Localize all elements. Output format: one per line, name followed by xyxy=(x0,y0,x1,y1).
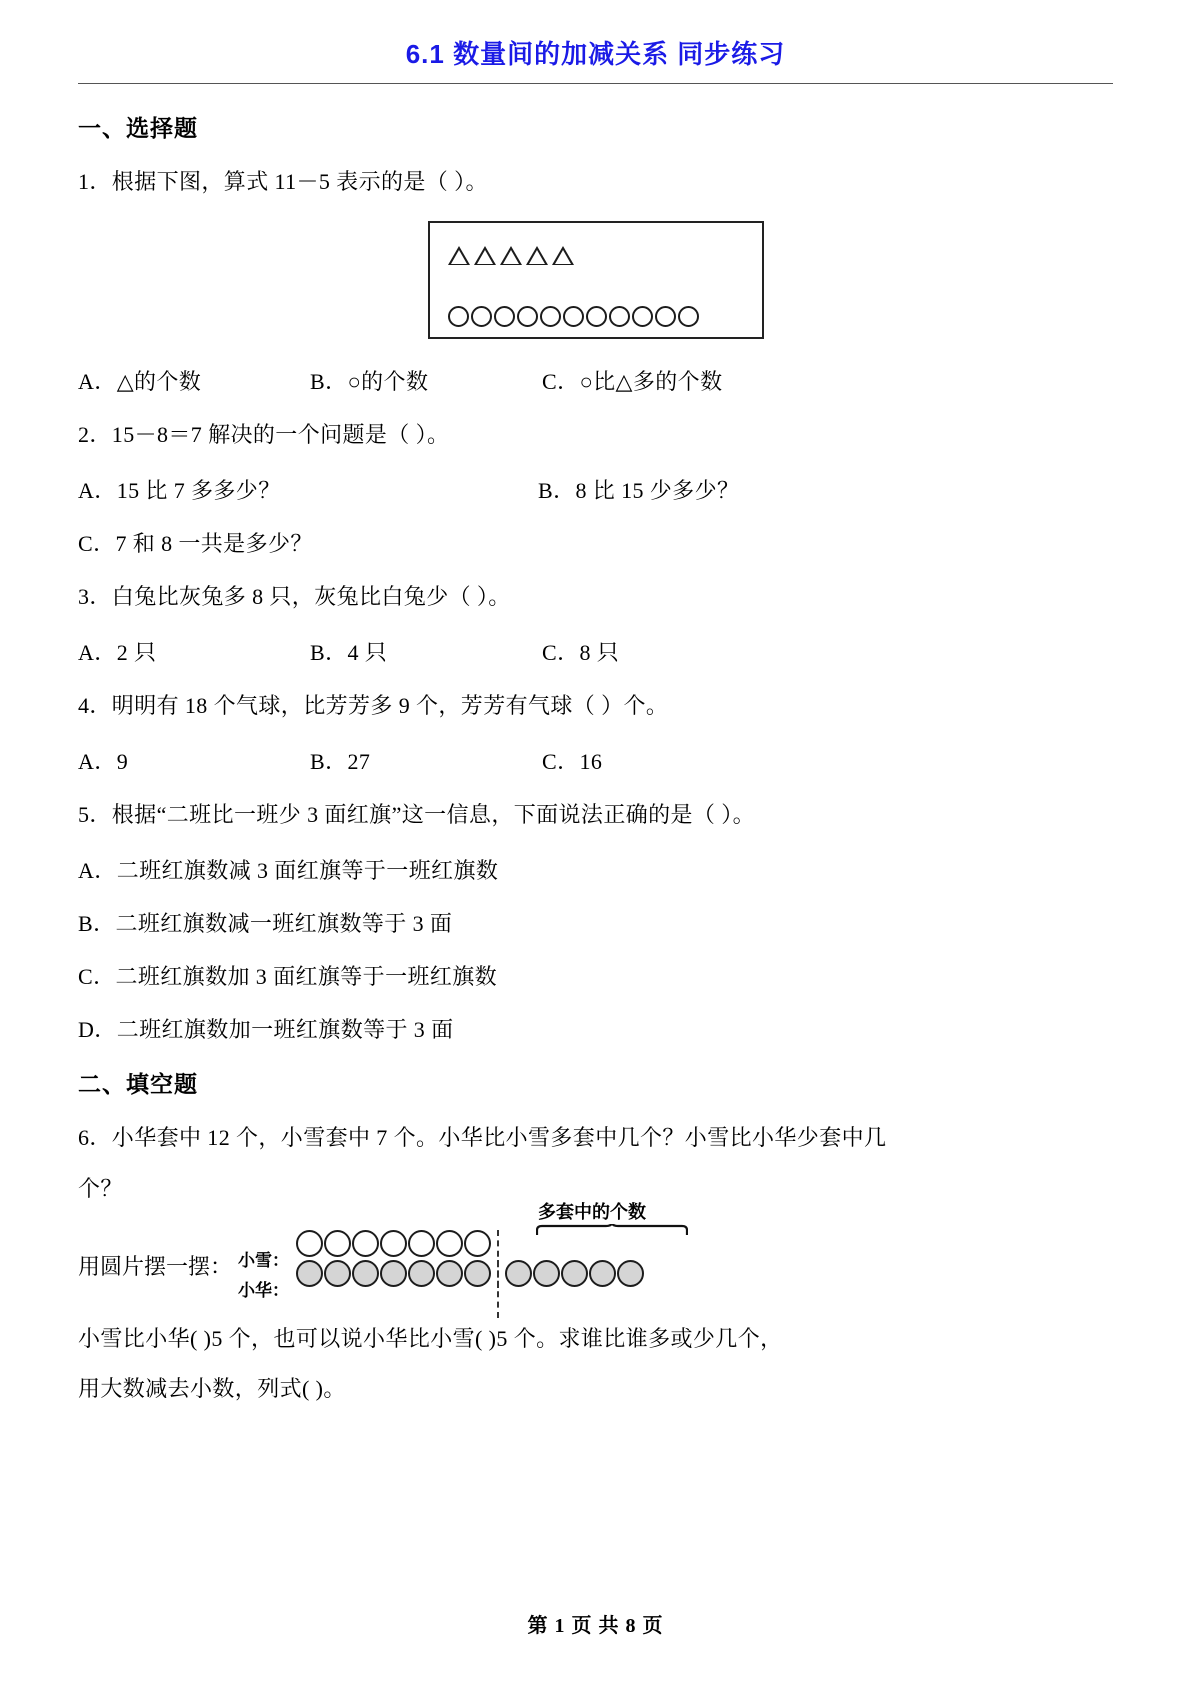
page-title: 6.1 数量间的加减关系 同步练习 xyxy=(405,39,786,69)
triangle-icon xyxy=(552,246,574,265)
circle-icon xyxy=(655,306,676,327)
question-4-options xyxy=(78,745,1113,776)
question-4-text: 4．明明有 18 个气球，比芳芳多 9 个，芳芳有气球（ ）个。 xyxy=(78,693,669,719)
option-1-c[interactable]: C．○比△多的个数 xyxy=(542,369,723,395)
title-divider xyxy=(78,83,1113,84)
counter-white xyxy=(408,1230,435,1257)
circle-icon xyxy=(494,306,515,327)
question-1-options xyxy=(78,365,1113,396)
counter-white xyxy=(436,1230,463,1257)
option-2-c[interactable]: C．7 和 8 一共是多少？ xyxy=(78,531,313,557)
circle-icon xyxy=(540,306,561,327)
counter-row-xiaohua xyxy=(238,1274,644,1304)
option-5-a[interactable]: A．二班红旗数减 3 面红旗等于一班红旗数 xyxy=(78,858,499,884)
triangle-icon xyxy=(500,246,522,265)
option-2-b[interactable]: B．8 比 15 少多少？ xyxy=(538,478,740,504)
counter-gray xyxy=(436,1260,463,1287)
question-6-fill-line2[interactable]: 用大数减去小数，列式( )。 xyxy=(78,1375,346,1401)
circle-icon xyxy=(678,306,699,327)
question-6-text-line2: 个？ xyxy=(78,1175,123,1201)
counter-white xyxy=(352,1230,379,1257)
circle-icon xyxy=(448,306,469,327)
counter-gray xyxy=(589,1260,616,1287)
circle-icon xyxy=(632,306,653,327)
bracket-label: 多套中的个数 xyxy=(538,1201,647,1222)
group-divider xyxy=(497,1260,499,1318)
counter-group-xiaohua-left xyxy=(296,1260,644,1318)
counter-white xyxy=(296,1230,323,1257)
counter-gray xyxy=(380,1260,407,1287)
option-3-a[interactable]: A．2 只 xyxy=(78,640,157,666)
option-5-d[interactable]: D．二班红旗数加一班红旗数等于 3 面 xyxy=(78,1017,454,1043)
triangle-icon xyxy=(448,246,470,265)
question-5-text: 5．根据“二班比一班少 3 面红旗”这一信息，下面说法正确的是（ ）。 xyxy=(78,802,756,828)
counter-gray xyxy=(617,1260,644,1287)
question-2-options-row1 xyxy=(78,474,1113,505)
triangle-icon xyxy=(474,246,496,265)
question-2-text: 2．15－8＝7 解决的一个问题是（ ）。 xyxy=(78,422,450,448)
counter-gray xyxy=(505,1260,532,1287)
question-1-figure xyxy=(78,221,1113,339)
counter-gray xyxy=(533,1260,560,1287)
question-6-text-line1: 6．小华套中 12 个，小雪套中 7 个。小华比小雪多套中几个？小雪比小华少套中几 xyxy=(78,1125,887,1151)
option-3-b[interactable]: B．4 只 xyxy=(310,640,388,666)
counter-white xyxy=(324,1230,351,1257)
counter-gray xyxy=(324,1260,351,1287)
option-3-c[interactable]: C．8 只 xyxy=(542,640,620,666)
option-4-b[interactable]: B．27 xyxy=(310,749,371,775)
counter-row-label-xiaohua: 小华： xyxy=(238,1281,290,1301)
counter-spacer xyxy=(505,1230,532,1257)
question-6-figure xyxy=(78,1201,1113,1304)
counter-rows xyxy=(238,1244,644,1304)
counter-white xyxy=(464,1230,491,1257)
triangle-row xyxy=(430,235,762,275)
question-3-options xyxy=(78,636,1113,667)
counter-gray xyxy=(296,1260,323,1287)
figure-lead-label: 用圆片摆一摆： xyxy=(78,1254,233,1280)
page-footer: 第 1 页 共 8 页 xyxy=(527,1615,664,1637)
question-6-fill-line1[interactable]: 小雪比小华( )5 个，也可以说小华比小雪( )5 个。求谁比谁多或少几个， xyxy=(78,1325,783,1351)
circle-icon xyxy=(586,306,607,327)
option-1-b[interactable]: B．○的个数 xyxy=(310,369,429,395)
question-1-text: 1．根据下图，算式 11－5 表示的是（ ）。 xyxy=(78,169,488,194)
option-4-c[interactable]: C．16 xyxy=(542,749,603,775)
counter-gray xyxy=(352,1260,379,1287)
counter-white xyxy=(380,1230,407,1257)
triangle-icon xyxy=(526,246,548,265)
counter-diagram xyxy=(238,1201,647,1304)
question-3-text: 3．白兔比灰兔多 8 只，灰兔比白兔少（ ）。 xyxy=(78,584,511,610)
counter-gray xyxy=(408,1260,435,1287)
circle-icon xyxy=(609,306,630,327)
circle-icon xyxy=(563,306,584,327)
circle-icon xyxy=(517,306,538,327)
curly-bracket-icon xyxy=(536,1224,688,1236)
shape-count-box xyxy=(428,221,764,339)
counter-gray xyxy=(561,1260,588,1287)
option-1-a[interactable]: A．△的个数 xyxy=(78,369,202,395)
counter-row-label-xiaoxue: 小雪： xyxy=(238,1251,290,1271)
option-5-c[interactable]: C．二班红旗数加 3 面红旗等于一班红旗数 xyxy=(78,964,498,990)
section-heading-choice: 一、选择题 xyxy=(78,116,198,141)
circle-row xyxy=(430,275,762,335)
option-5-b[interactable]: B．二班红旗数减一班红旗数等于 3 面 xyxy=(78,911,453,937)
section-heading-fill: 二、填空题 xyxy=(78,1072,198,1098)
option-4-a[interactable]: A．9 xyxy=(78,749,129,775)
option-2-a[interactable]: A．15 比 7 多多少？ xyxy=(78,478,281,504)
circle-icon xyxy=(471,306,492,327)
counter-gray xyxy=(464,1260,491,1287)
